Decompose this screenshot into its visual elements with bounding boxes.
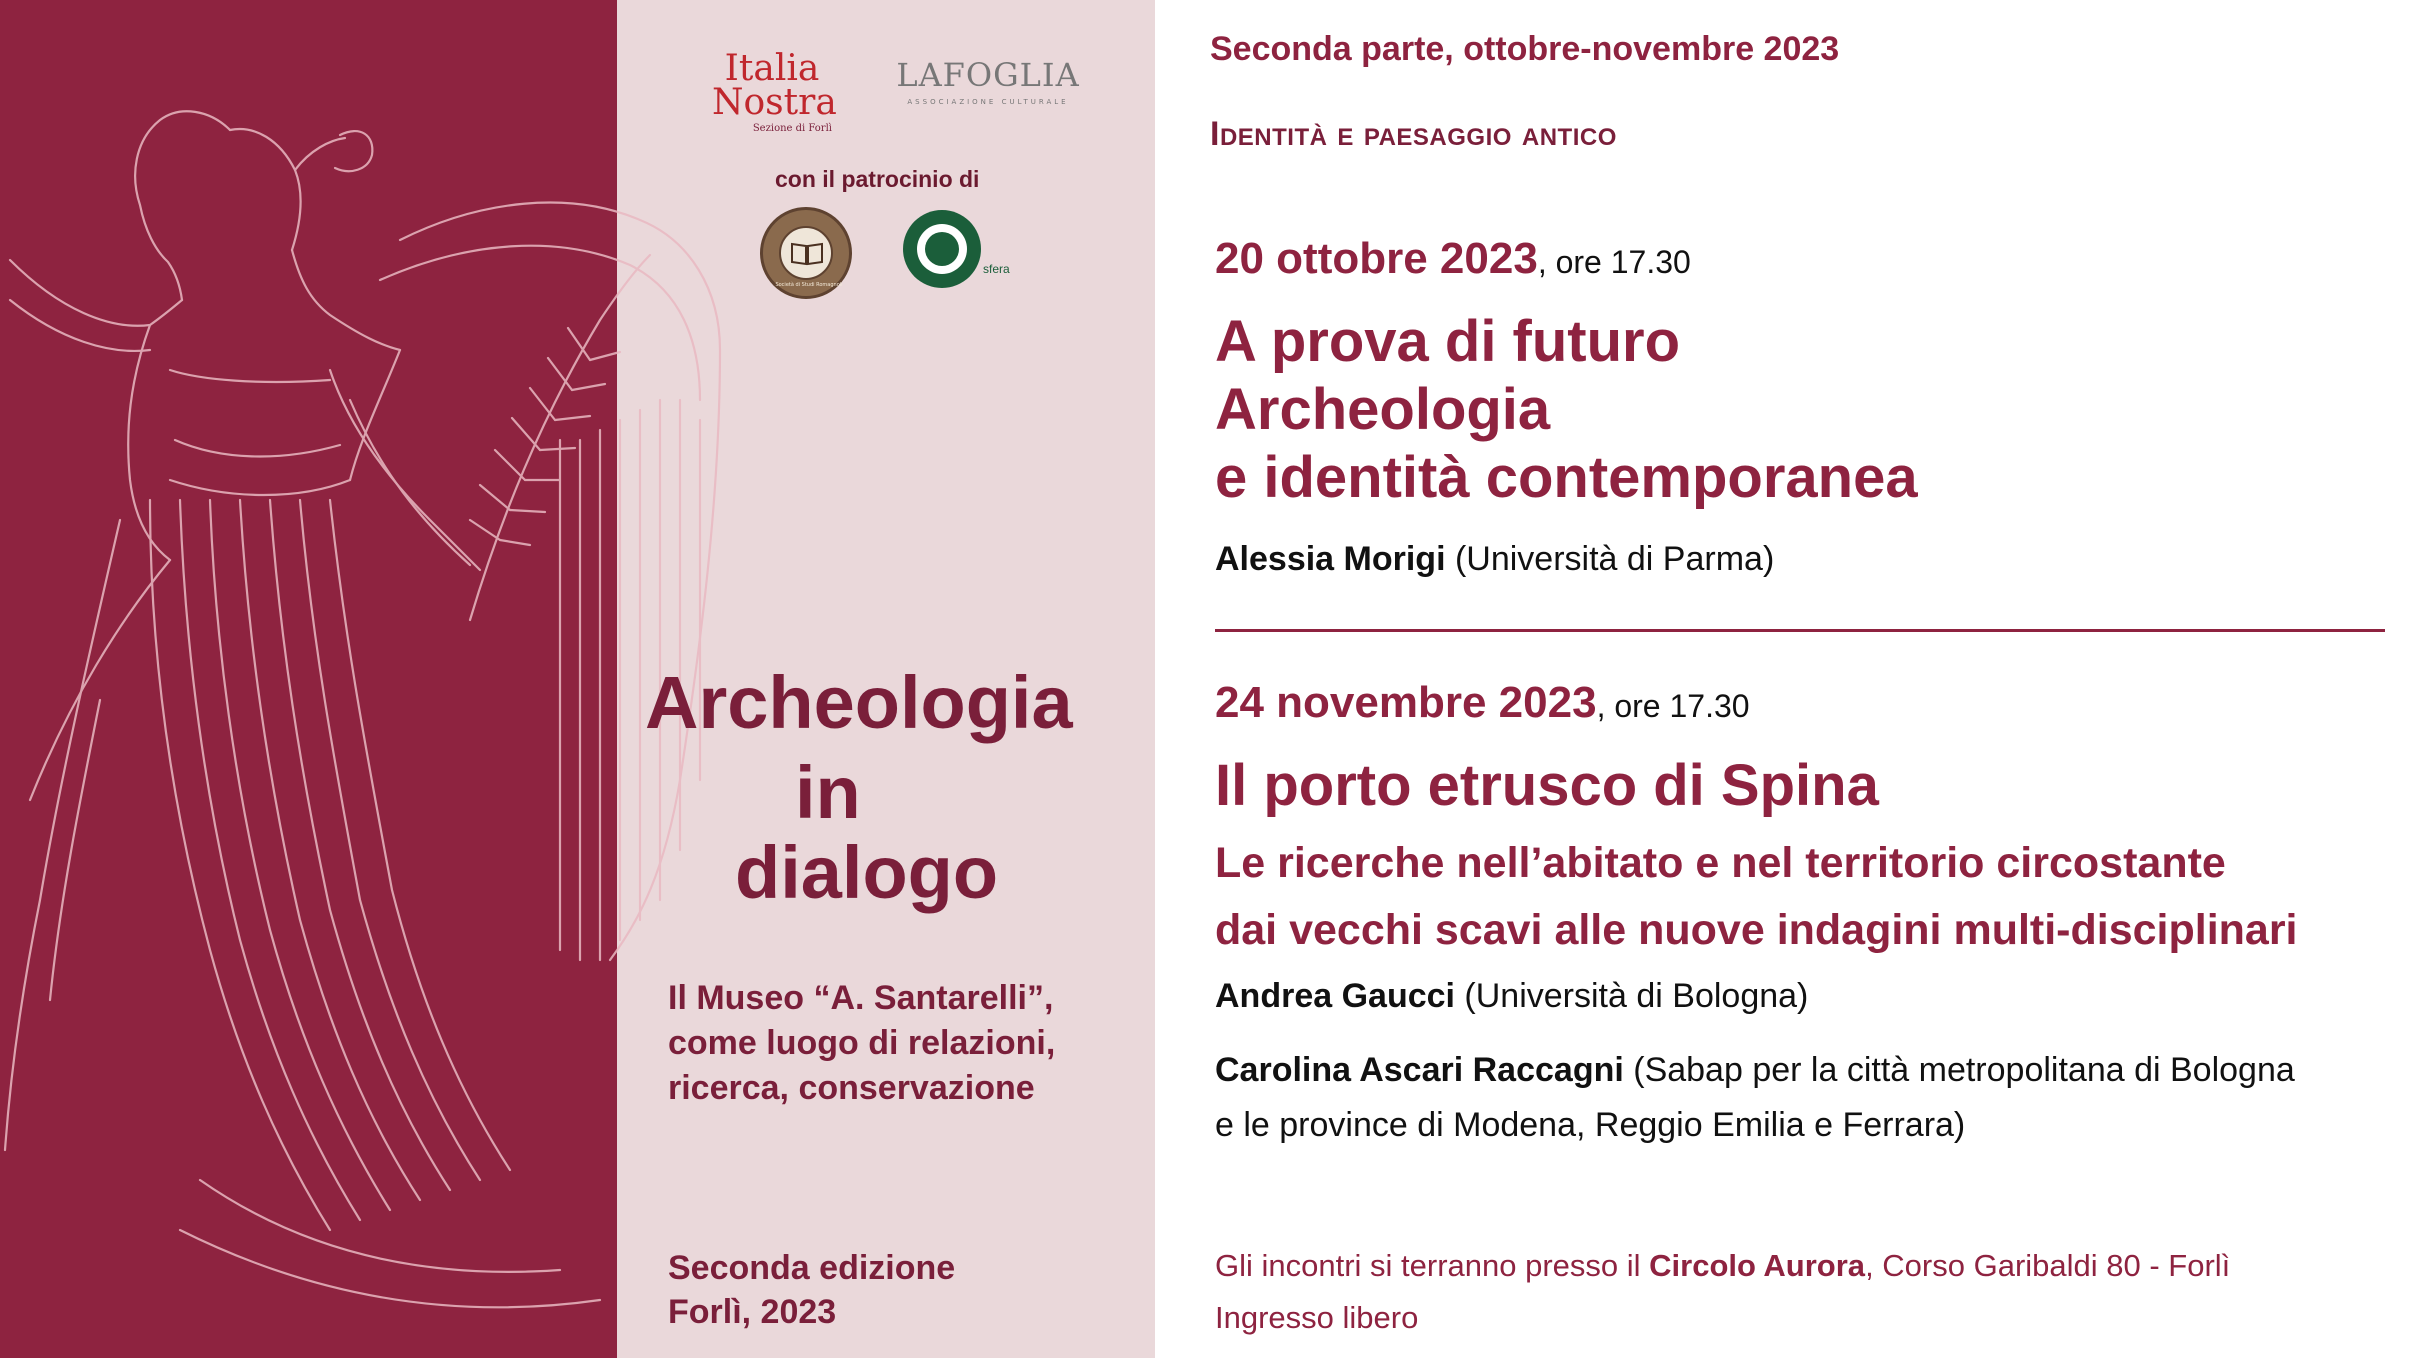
italia-nostra-line2: Nostra (712, 82, 837, 124)
event2-title: Il porto etrusco di Spina (1215, 753, 1879, 818)
main-title-line2: in (795, 751, 861, 834)
lafoglia-name: LAFOGLIA (896, 56, 1080, 94)
book-icon (790, 240, 824, 266)
lafoglia-logo (893, 56, 1083, 106)
event1-title-line2: Archeologia (1215, 377, 1551, 442)
main-title-line1: Archeologia (645, 661, 1073, 744)
edition-line1: Seconda edizione (668, 1249, 956, 1287)
museum-subtitle-line3: ricerca, conservazione (668, 1069, 1035, 1107)
event2-subtitle-line1: Le ricerche nell’abitato e nel territorio circostante (1215, 839, 2226, 887)
event1-datetime (1215, 234, 1691, 284)
museum-subtitle (668, 976, 1055, 1111)
sfera-logo (903, 210, 1018, 290)
italia-nostra-sub: Sezione di Forlì (752, 123, 832, 135)
event1-speaker-aff: (Università di Parma) (1445, 540, 1775, 578)
event2-speaker1 (1215, 977, 1808, 1016)
venue-pre: Gli incontri si terranno presso il (1215, 1248, 1650, 1283)
event2-speaker2-name: Carolina Ascari Raccagni (1215, 1051, 1624, 1089)
series-heading: Seconda parte, ottobre-novembre 2023 (1210, 30, 1840, 68)
event2-speaker1-name: Andrea Gaucci (1215, 977, 1455, 1015)
venue-info (1215, 1248, 2230, 1284)
event1-title-line3: e identità contemporanea (1215, 445, 1918, 510)
edition-info (668, 1246, 955, 1334)
event2-subtitle (1215, 830, 2298, 964)
museum-subtitle-line2: come luogo di relazioni, (668, 1024, 1056, 1062)
societa-label: Società di Studi Romagnoli (775, 282, 843, 288)
italia-nostra-logo (712, 48, 837, 135)
societa-studi-romagnoli-logo (760, 207, 852, 299)
event1-time: , ore 17.30 (1537, 244, 1691, 280)
theme-heading: Identità e paesaggio antico (1210, 115, 1617, 153)
event1-speaker-name: Alessia Morigi (1215, 540, 1446, 578)
venue-post: , Corso Garibaldi 80 - Forlì (1865, 1248, 2231, 1283)
event2-datetime (1215, 678, 1750, 728)
event2-subtitle-line2: dai vecchi scavi alle nuove indagini multi-disciplinari (1215, 906, 2298, 954)
main-title-line3: dialogo (735, 831, 999, 914)
lafoglia-sub: ASSOCIAZIONE CULTURALE (907, 98, 1069, 106)
event2-speaker2-aff-line1: (Sabap per la città metropolitana di Bologna (1623, 1051, 2295, 1089)
event1-title-line1: A prova di futuro (1215, 309, 1681, 374)
event2-speaker2-aff-line2: e le province di Modena, Reggio Emilia e Ferrara) (1215, 1106, 1966, 1144)
patronage-label: con il patrocinio di (775, 166, 980, 192)
event1-date: 20 ottobre 2023 (1215, 234, 1538, 283)
event2-speaker1-aff: (Università di Bologna) (1454, 977, 1809, 1015)
event-divider (1215, 629, 2385, 632)
event1-title (1215, 308, 1918, 512)
italia-nostra-line1: Italia (724, 48, 820, 89)
event2-date: 24 novembre 2023 (1215, 678, 1597, 727)
sfera-label: sfera (983, 262, 1010, 276)
event2-time: , ore 17.30 (1596, 688, 1750, 724)
venue-name: Circolo Aurora (1649, 1248, 1866, 1283)
edition-line2: Forlì, 2023 (668, 1293, 837, 1331)
event2-speaker2 (1215, 1043, 2295, 1153)
museum-subtitle-line1: Il Museo “A. Santarelli”, (668, 979, 1054, 1017)
event1-speaker (1215, 540, 1774, 579)
entry-info: Ingresso libero (1215, 1300, 1419, 1335)
